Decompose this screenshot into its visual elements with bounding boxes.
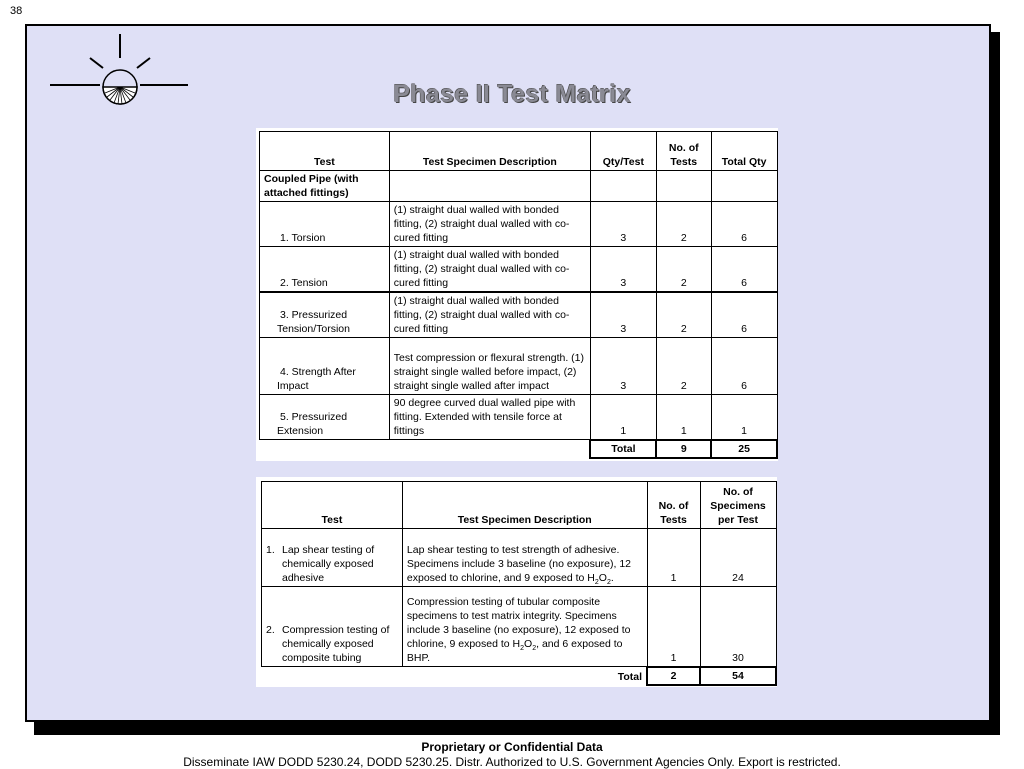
qty-per-test: 1 <box>590 395 656 440</box>
table-row <box>260 202 778 247</box>
qty-per-test: 3 <box>590 202 656 247</box>
total-qty: 6 <box>711 292 777 338</box>
table-row <box>260 247 778 293</box>
header-specimens-per-test: No. of Specimens per Test <box>700 482 776 529</box>
test-name: 2. Tension <box>260 247 390 293</box>
qty-per-test: 3 <box>590 292 656 338</box>
qty-per-test: 3 <box>590 338 656 395</box>
total-label: Total <box>590 440 656 458</box>
group-label: Coupled Pipe (with attached fittings) <box>260 171 390 202</box>
total-qty: 6 <box>711 338 777 395</box>
header-description: Test Specimen Description <box>389 132 590 171</box>
test-description: (1) straight dual walled with bonded fitting, (2) straight dual walled with co-cured fitting <box>389 202 590 247</box>
total-specimens: 54 <box>700 667 776 685</box>
table-row <box>262 529 777 587</box>
number-of-tests: 1 <box>647 587 700 667</box>
test-description: Compression testing of tubular composite specimens to test matrix integrity. Specimens include 3 baseline (no exposure), 12 exposed to chlorine, 9 exposed to $H_2O_2$, and 6 exposed to BHP. <box>402 587 647 667</box>
header-number-of-tests: No. of Tests <box>656 132 711 171</box>
number-of-tests: 1 <box>647 529 700 587</box>
test-description: (1) straight dual walled with bonded fitting, (2) straight dual walled with co-cured fitting <box>389 247 590 293</box>
table-row <box>260 395 778 440</box>
test-description: Lap shear testing to test strength of adhesive. Specimens include 3 baseline (no exposure), 12 exposed to chlorine, and 9 exposed to $H_2O_2$. <box>402 529 647 587</box>
total-qty-sum: 25 <box>711 440 777 458</box>
table-row <box>260 292 778 338</box>
test-name: 2. Compression testing of chemically exposed composite tubing <box>262 587 403 667</box>
total-label: Total <box>262 667 648 685</box>
test-name: 5. Pressurized Extension <box>260 395 390 440</box>
footer-distribution-notice: Disseminate IAW DODD 5230.24, DODD 5230.25. Distr. Authorized to U.S. Government Agencies Only. Export is restricted. <box>183 755 841 769</box>
number-of-tests: 2 <box>656 292 711 338</box>
test-name: 1. Torsion <box>260 202 390 247</box>
specimens-per-test: 24 <box>700 529 776 587</box>
page-title: Phase II Test Matrix <box>393 80 631 108</box>
total-row <box>260 440 778 458</box>
total-tests: 2 <box>647 667 700 685</box>
table-row <box>262 587 777 667</box>
number-of-tests: 1 <box>656 395 711 440</box>
test-name: 1. Lap shear testing of chemically exposed adhesive <box>262 529 403 587</box>
number-of-tests: 2 <box>656 202 711 247</box>
test-name: 3. Pressurized Tension/Torsion <box>260 292 390 338</box>
specimens-per-test: 30 <box>700 587 776 667</box>
table-row <box>260 338 778 395</box>
total-qty: 6 <box>711 202 777 247</box>
header-number-of-tests: No. of Tests <box>647 482 700 529</box>
qty-per-test: 3 <box>590 247 656 293</box>
footer-proprietary-notice: Proprietary or Confidential Data <box>421 740 603 754</box>
test-name: 4. Strength After Impact <box>260 338 390 395</box>
test-matrix-table-1 <box>256 128 778 461</box>
total-qty: 6 <box>711 247 777 293</box>
total-qty: 1 <box>711 395 777 440</box>
header-qty-per-test: Qty/Test <box>590 132 656 171</box>
number-of-tests: 2 <box>656 338 711 395</box>
header-description: Test Specimen Description <box>402 482 647 529</box>
table-header-row <box>262 482 777 529</box>
total-row <box>262 667 777 685</box>
page-number: 38 <box>10 5 23 17</box>
header-test: Test <box>260 132 390 171</box>
number-of-tests: 2 <box>656 247 711 293</box>
test-description: (1) straight dual walled with bonded fitting, (2) straight dual walled with co-cured fitting <box>389 292 590 338</box>
header-total-qty: Total Qty <box>711 132 777 171</box>
table-header-row <box>260 132 778 171</box>
test-matrix-table-2 <box>256 477 777 687</box>
test-description: 90 degree curved dual walled pipe with fitting. Extended with tensile force at fittings <box>389 395 590 440</box>
total-tests: 9 <box>656 440 711 458</box>
header-test: Test <box>262 482 403 529</box>
test-description: Test compression or flexural strength. (1) straight single walled before impact, (2) straight single walled after impact <box>389 338 590 395</box>
group-row <box>260 171 778 202</box>
